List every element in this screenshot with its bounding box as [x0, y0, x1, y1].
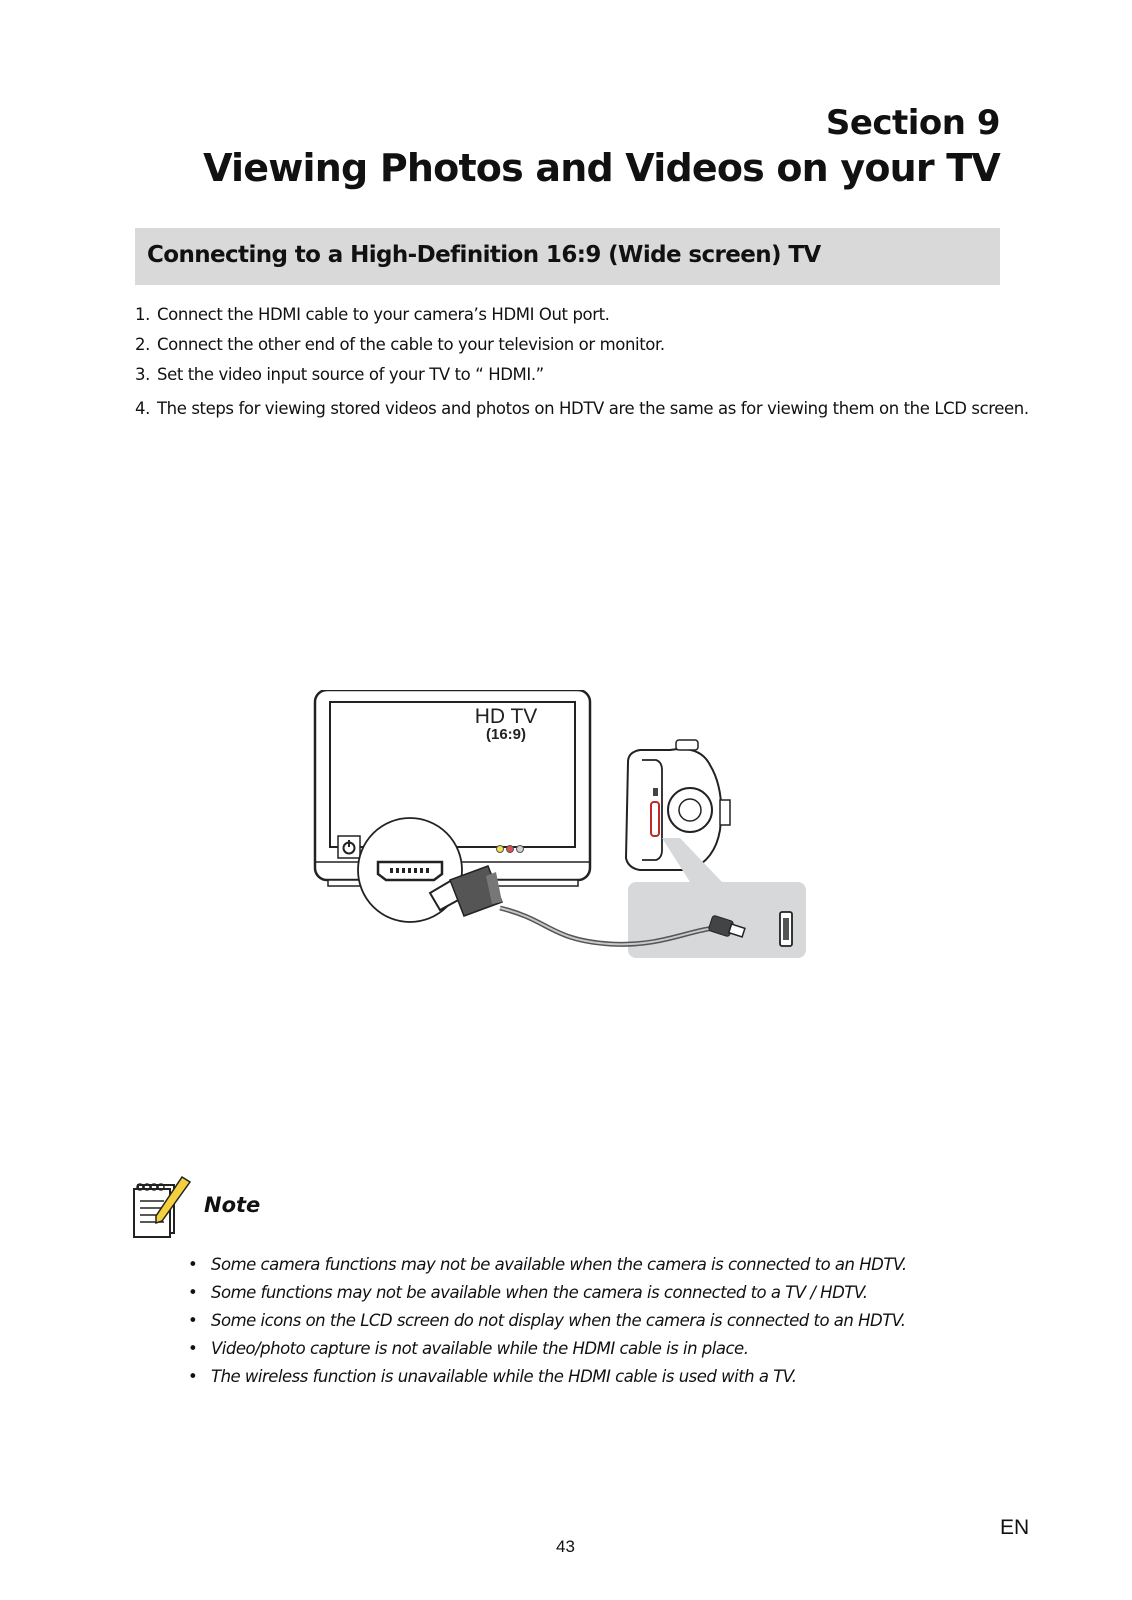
notepad-pencil-icon — [132, 1175, 194, 1241]
power-icon — [338, 836, 360, 858]
note-text: Video/photo capture is not available while the HDMI cable is in place. — [211, 1339, 749, 1358]
note-item — [188, 1339, 748, 1358]
page-title: Viewing Photos and Videos on your TV — [203, 146, 1000, 190]
step-number: 4. — [135, 399, 150, 418]
step-number: 3. — [135, 365, 150, 384]
mini-hdmi-port-icon — [780, 912, 792, 946]
note-text: Some functions may not be available when the camera is connected to a TV / HDTV. — [211, 1283, 868, 1302]
step-text: The steps for viewing stored videos and photos on HDTV are the same as for viewing them on the LCD screen. — [157, 399, 1029, 418]
tv-ratio: (16:9) — [485, 726, 527, 743]
note-item — [188, 1311, 905, 1330]
bullet-icon: • — [188, 1339, 198, 1358]
step-item — [135, 335, 665, 354]
language-tag: EN — [1000, 1516, 1030, 1539]
step-item — [135, 305, 610, 324]
note-text: The wireless function is unavailable while the HDMI cable is used with a TV. — [211, 1367, 797, 1386]
note-item — [188, 1367, 796, 1386]
page-number: 43 — [556, 1537, 575, 1556]
step-text: Connect the other end of the cable to your television or monitor. — [157, 335, 665, 354]
bullet-icon: • — [188, 1367, 198, 1386]
step-text: Connect the HDMI cable to your camera’s HDMI Out port. — [157, 305, 610, 324]
bullet-icon: • — [188, 1283, 198, 1302]
hdmi-connection-diagram — [310, 690, 830, 990]
subheading: Connecting to a High-Definition 16:9 (Wide screen) TV — [147, 242, 821, 268]
step-item — [135, 399, 1029, 418]
note-title: Note — [204, 1193, 261, 1217]
bullet-icon: • — [188, 1311, 198, 1330]
note-text: Some icons on the LCD screen do not display when the camera is connected to an HDTV. — [211, 1311, 906, 1330]
section-label: Section 9 — [825, 103, 1000, 143]
step-number: 1. — [135, 305, 150, 324]
hdmi-port-icon — [378, 862, 442, 880]
step-number: 2. — [135, 335, 150, 354]
subheading-bar — [135, 228, 1000, 285]
step-item — [135, 365, 544, 384]
bullet-icon: • — [188, 1255, 198, 1274]
step-text: Set the video input source of your TV to “ HDMI.” — [157, 365, 544, 384]
note-item — [188, 1255, 907, 1274]
tv-label: HD TV — [474, 705, 538, 728]
note-text: Some camera functions may not be available when the camera is connected to an HDTV. — [211, 1255, 907, 1274]
note-item — [188, 1283, 868, 1302]
